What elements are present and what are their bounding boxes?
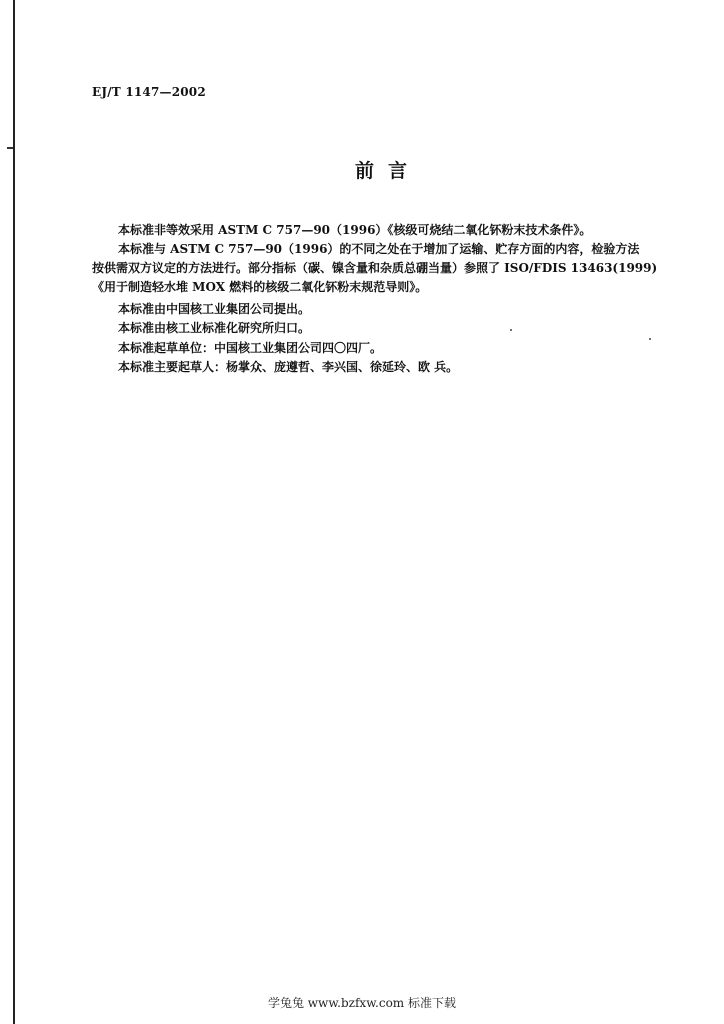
- scan-edge-line: [13, 0, 15, 1024]
- scan-speck: [649, 338, 651, 340]
- body-line-2: 本标准与 ASTM C 757—90（1996）的不同之处在于增加了运输、贮存方面的内容，检验方法: [118, 242, 640, 256]
- body-line-1: 本标准非等效采用 ASTM C 757—90（1996）《核级可烧结二氧化钚粉末技术条件》。: [118, 223, 592, 237]
- body-line-5: 本标准由中国核工业集团公司提出。: [118, 302, 311, 316]
- body-line-8: 本标准主要起草人：杨掌众、庞遵哲、李兴国、徐延玲、欧 兵。: [118, 360, 459, 374]
- scan-speck: [510, 329, 512, 331]
- page-title: 前言: [354, 160, 421, 182]
- body-line-7: 本标准起草单位：中国核工业集团公司四〇四厂。: [118, 341, 383, 355]
- document-code: EJ/T 1147—2002: [92, 85, 206, 99]
- body-line-6: 本标准由核工业标准化研究所归口。: [118, 321, 311, 335]
- body-line-4: 《用于制造轻水堆 MOX 燃料的核级二氧化钚粉末规范导则》。: [92, 280, 428, 294]
- body-line-3: 按供需双方议定的方法进行。部分指标（碳、镍含量和杂质总硼当量）参照了 ISO/FDIS 13463(1999): [92, 261, 658, 275]
- footer-watermark: 学兔兔 www.bzfxw.com 标准下载: [267, 996, 457, 1010]
- scan-mark: [7, 147, 13, 149]
